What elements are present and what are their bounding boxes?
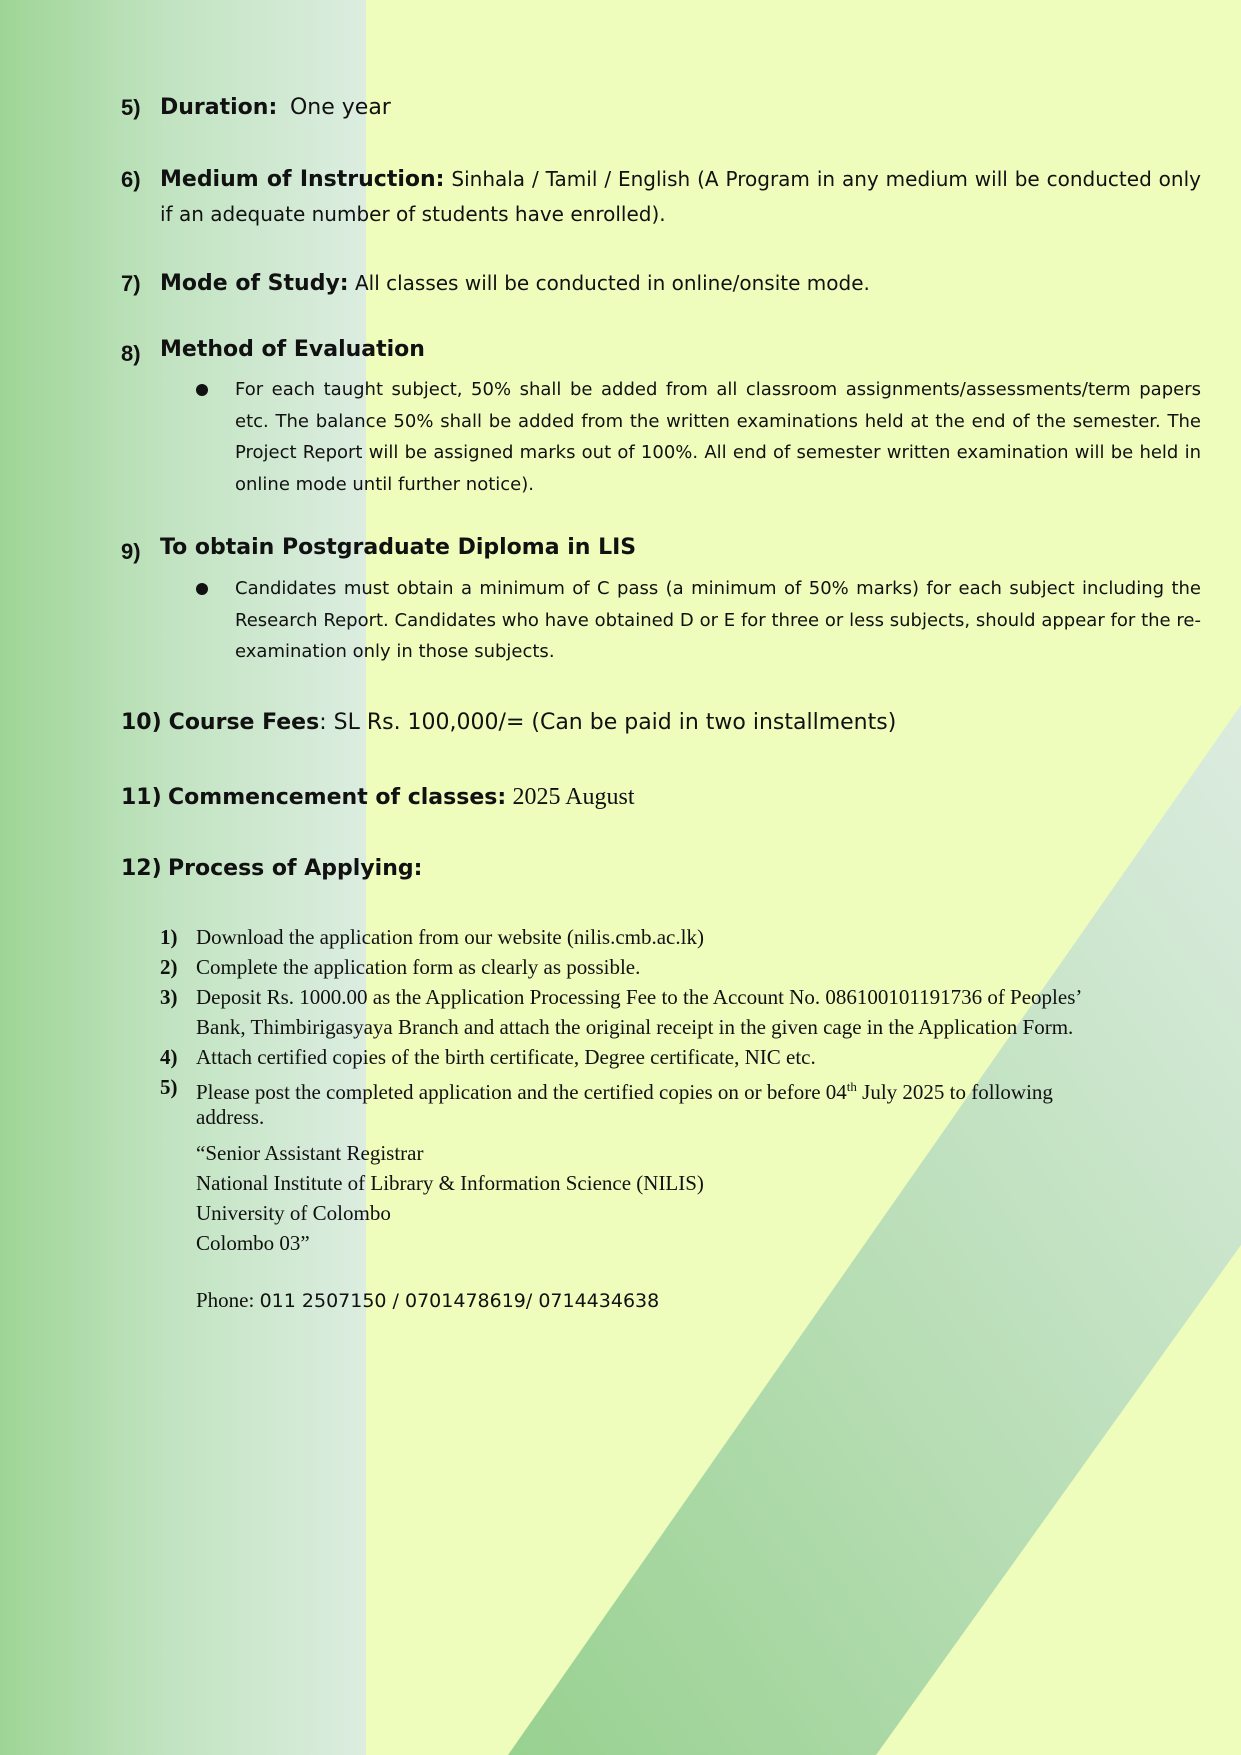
evaluation-bullet-text: For each taught subject, 50% shall be added from all classroom assignments/assessments/term papers etc. The balance 50% shall be added from the written examinations held at the end of the semester. The Project Report will be assigned marks out of 100%. All end of semester written examination will be held in online mode until further notice).	[235, 379, 1201, 495]
step-number: 1)	[160, 925, 178, 949]
commencement-value: 2025 August	[512, 784, 635, 810]
phone-label: Phone:	[196, 1288, 260, 1312]
step-text-line2: address.	[196, 1105, 265, 1129]
section-5-number: 5)	[121, 95, 141, 120]
step-text-line1: Deposit Rs. 1000.00 as the Application Processing Fee to the Account No. 086100101191736 of Peoples’	[196, 985, 1083, 1009]
duration-value: One year	[289, 95, 391, 120]
section-6-number: 6)	[121, 167, 141, 192]
evaluation-heading: Method of Evaluation	[160, 337, 425, 362]
bullet-icon	[196, 583, 208, 595]
step-text-line2: Bank, Thimbirigasyaya Branch and attach the original receipt in the given cage in the Application Form.	[196, 1015, 1074, 1039]
address-line: University of Colombo	[196, 1201, 391, 1225]
step-number: 3)	[160, 985, 178, 1009]
bullet-icon	[196, 384, 208, 396]
section-duration	[160, 90, 1201, 125]
step-number: 4)	[160, 1045, 178, 1069]
section-8-number: 8)	[121, 341, 141, 366]
section-applying	[121, 851, 1201, 886]
step-text: Complete the application form as clearly as possible.	[196, 955, 641, 979]
section-mode	[160, 266, 1201, 301]
phone-contact	[196, 1288, 659, 1313]
section-fees	[121, 706, 1201, 740]
step-text: Attach certified copies of the birth certificate, Degree certificate, NIC etc.	[196, 1045, 816, 1069]
section-9-number: 9)	[121, 539, 141, 564]
medium-label: Medium of Instruction:	[160, 167, 445, 192]
diploma-bullet-text: Candidates must obtain a minimum of C pass (a minimum of 50% marks) for each subject including the Research Report. Candidates who have obtained D or E for three or less subjects, should appear for the re-examination only in those subjects.	[235, 578, 1201, 662]
section-12-number: 12)	[121, 856, 162, 881]
address-line: Colombo 03”	[196, 1231, 310, 1255]
medium-text: Sinhala / Tamil / English (A Program in any medium will be conducted only if an adequate number of students have enrolled).	[160, 167, 1201, 226]
address-line: National Institute of Library & Information Science (NILIS)	[196, 1171, 704, 1195]
step-text-line1: Please post the completed application and the certified copies on or before 04th July 2025 to following	[196, 1079, 1053, 1104]
mode-text: All classes will be conducted in online/onsite mode.	[354, 271, 870, 295]
commencement-label: Commencement of classes:	[168, 785, 507, 810]
section-11-number: 11)	[121, 785, 162, 810]
section-7-number: 7)	[121, 271, 141, 296]
fees-text: : SL Rs. 100,000/= (Can be paid in two installments)	[319, 710, 897, 735]
duration-label: Duration:	[160, 95, 278, 120]
phone-numbers: 011 2507150 / 0701478619/ 0714434638	[259, 1290, 660, 1312]
section-medium	[160, 162, 1201, 231]
mode-label: Mode of Study:	[160, 271, 349, 296]
step-number: 2)	[160, 955, 178, 979]
section-commencement	[121, 780, 1201, 815]
section-10-number: 10)	[121, 710, 162, 735]
step-number: 5)	[160, 1075, 178, 1099]
fees-label: Course Fees	[168, 710, 320, 735]
step-text: Download the application from our website (nilis.cmb.ac.lk)	[196, 925, 704, 949]
applying-label: Process of Applying:	[168, 856, 423, 881]
diploma-heading: To obtain Postgraduate Diploma in LIS	[160, 535, 637, 560]
address-line: “Senior Assistant Registrar	[196, 1141, 424, 1165]
